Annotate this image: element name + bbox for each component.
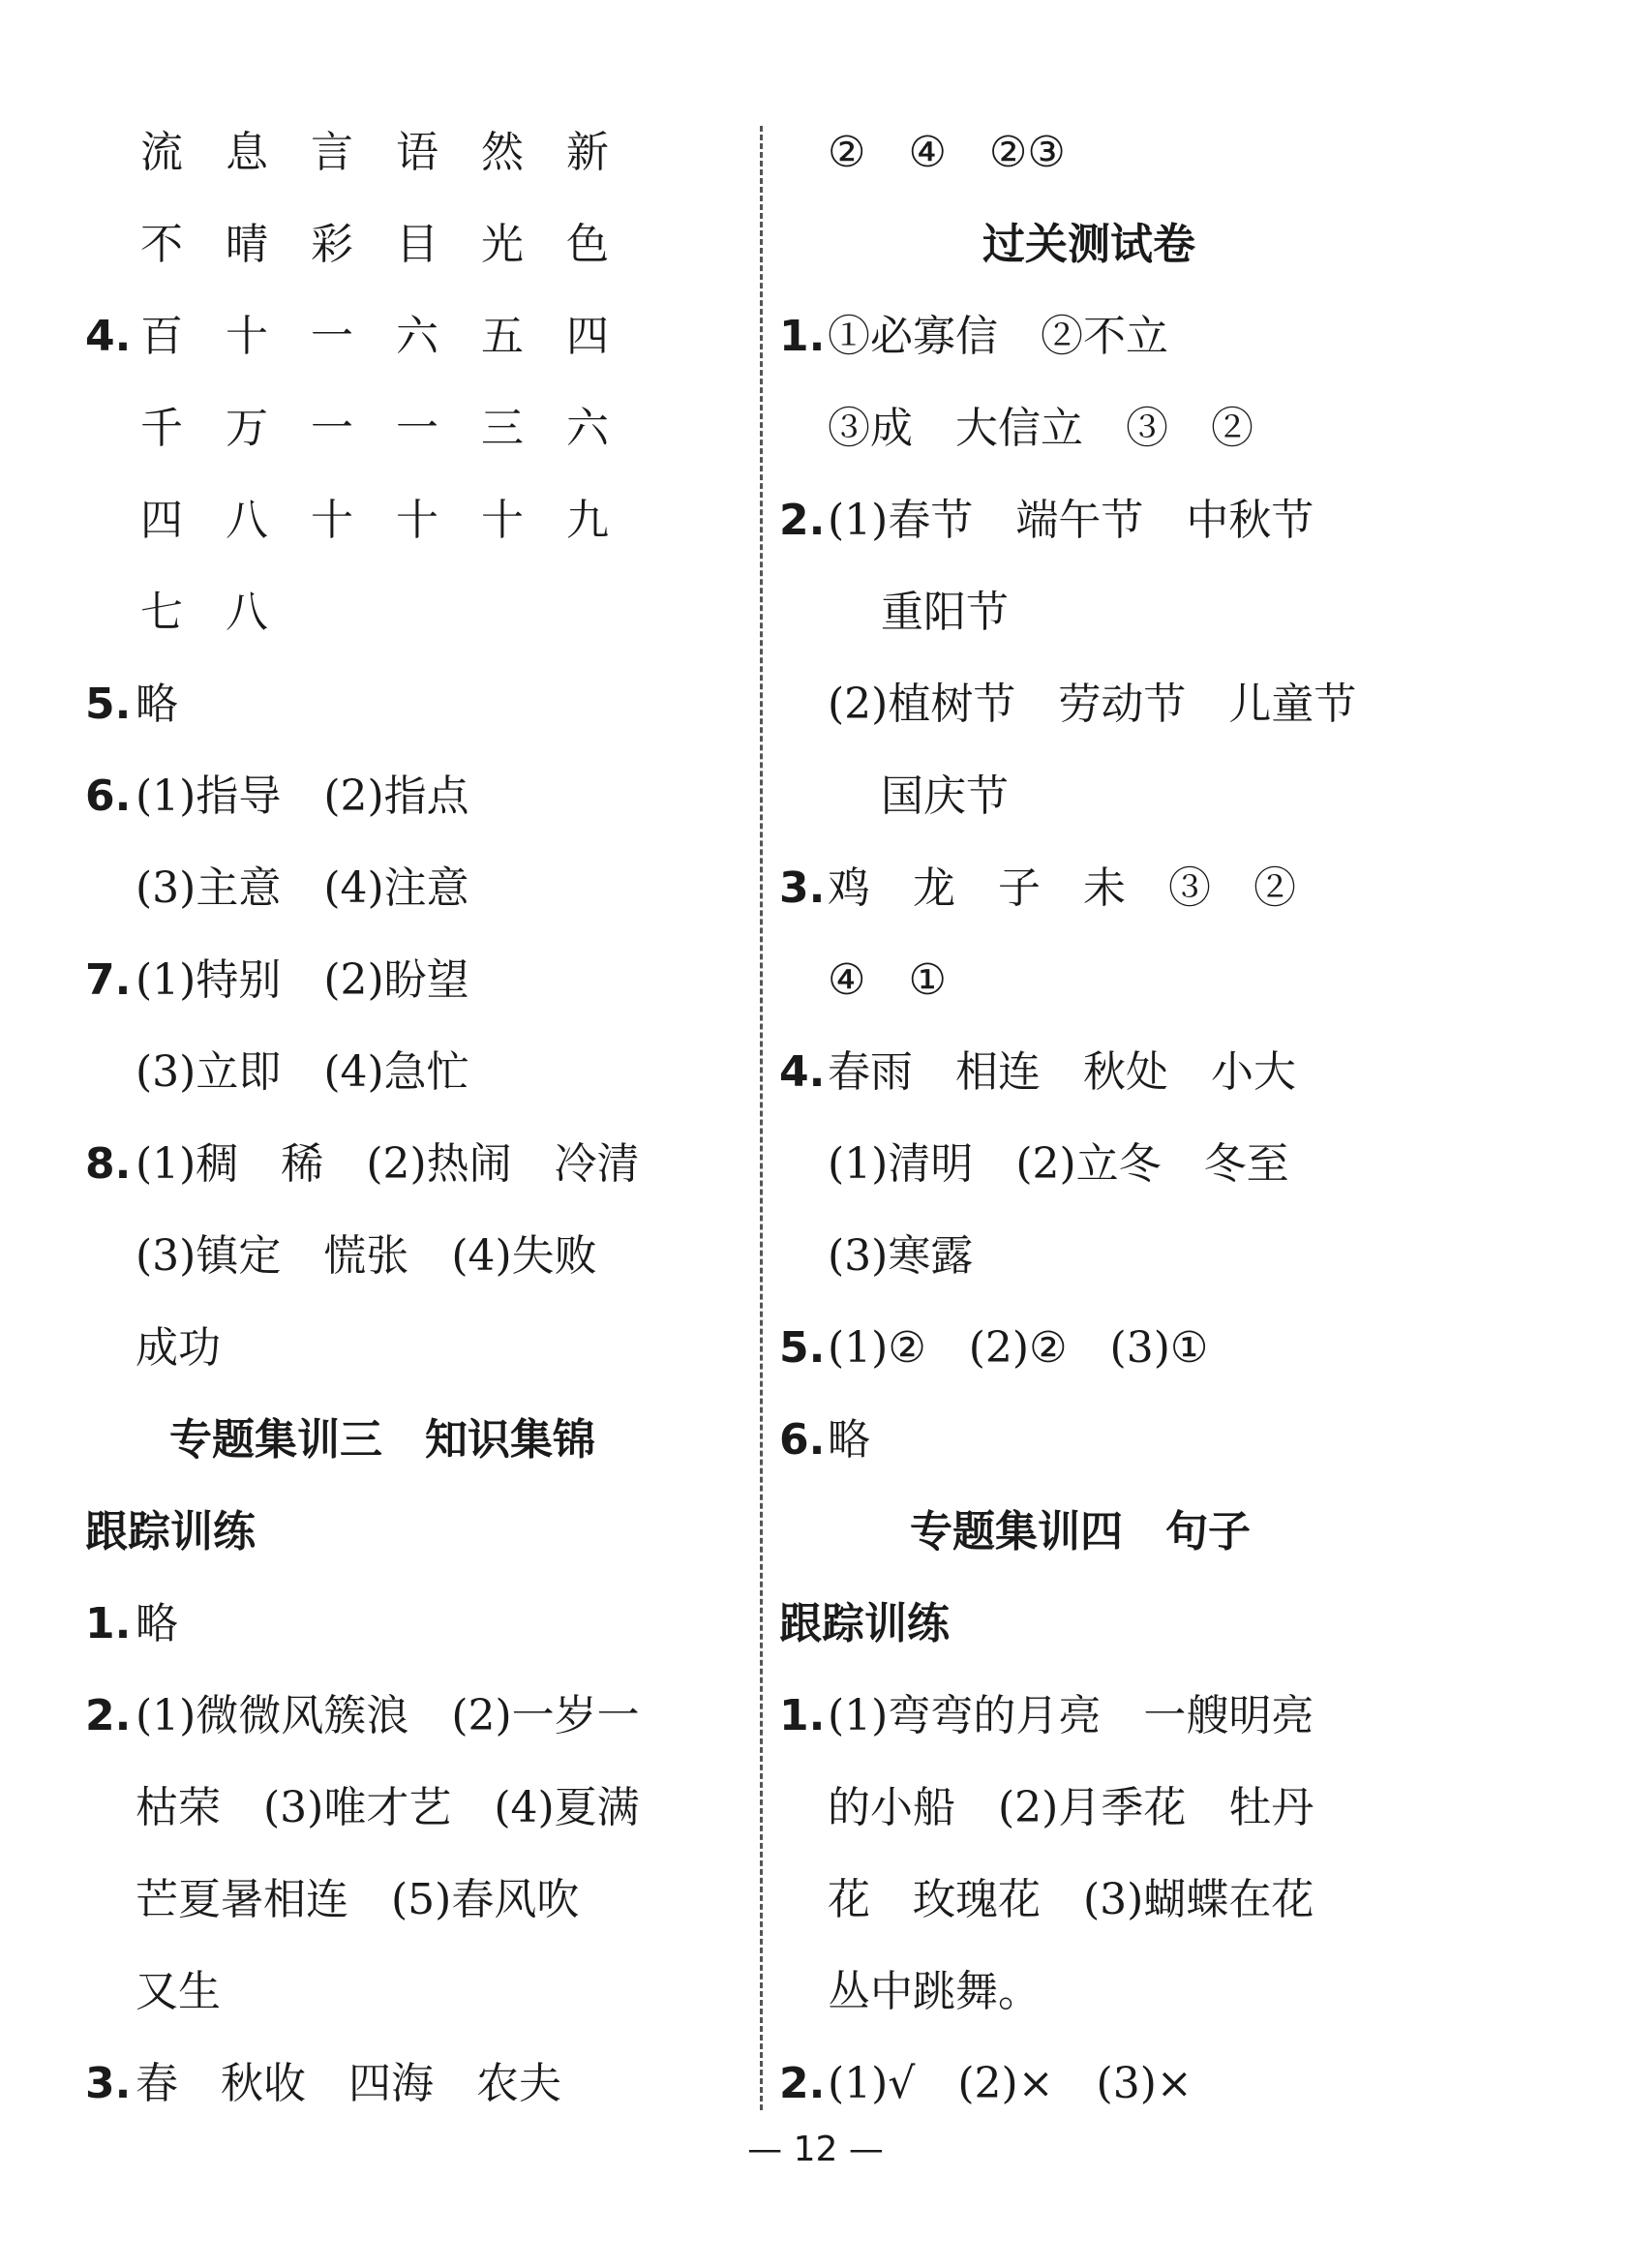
right-line: 略: [828, 1415, 870, 1465]
left-line: (1)特别 (2)盼望: [136, 955, 469, 1005]
question-number: 2.: [779, 496, 826, 545]
right-line: (1)弯弯的月亮 一艘明亮: [828, 1691, 1314, 1740]
right-line: 重阳节: [881, 588, 1009, 637]
left-line: 七 八: [140, 588, 268, 637]
question-number: 3.: [85, 2059, 132, 2108]
right-line: 鸡 龙 子 未 ③ ②: [828, 863, 1296, 913]
section-heading: 专题集训四 句子: [910, 1507, 1251, 1557]
right-line: ③成 大信立 ③ ②: [828, 404, 1253, 453]
left-line: 四 八 十 十 十 九: [140, 496, 609, 545]
section-heading: 过关测试卷: [982, 220, 1195, 269]
left-line: (1)指导 (2)指点: [136, 771, 469, 821]
left-line: (3)主意 (4)注意: [136, 863, 469, 913]
right-line: 花 玫瑰花 (3)蝴蝶在花: [828, 1875, 1314, 1924]
right-line: (1)春节 端午节 中秋节: [828, 496, 1314, 545]
left-line: (1)稠 稀 (2)热闹 冷清: [136, 1139, 640, 1189]
question-number: 2.: [85, 1691, 132, 1740]
left-line: 芒夏暑相连 (5)春风吹: [136, 1875, 580, 1924]
question-number: 8.: [85, 1139, 132, 1189]
column-divider: [760, 126, 763, 2110]
subsection-heading: 跟踪训练: [779, 1599, 950, 1648]
subsection-heading: 跟踪训练: [85, 1507, 256, 1557]
left-line: 流 息 言 语 然 新: [140, 128, 609, 177]
question-number: 3.: [779, 863, 826, 913]
right-line: 的小船 (2)月季花 牡丹: [828, 1783, 1314, 1832]
left-line: 略: [136, 680, 178, 729]
question-number: 1.: [85, 1599, 132, 1648]
page-number: — 12 —: [747, 2130, 884, 2169]
right-line: ①必寡信 ②不立: [828, 312, 1168, 361]
right-line: (1)√ (2)× (3)×: [828, 2059, 1193, 2108]
right-line: (1)清明 (2)立冬 冬至: [828, 1139, 1289, 1189]
right-line: 国庆节: [881, 771, 1009, 821]
right-line: (3)寒露: [828, 1231, 974, 1281]
question-number: 1.: [779, 1691, 826, 1740]
left-line: (3)立即 (4)急忙: [136, 1047, 469, 1097]
right-line: (2)植树节 劳动节 儿童节: [828, 680, 1357, 729]
left-line: 春 秋收 四海 农夫: [136, 2059, 561, 2108]
left-line: 千 万 一 一 三 六: [140, 404, 609, 453]
left-line: 又生: [136, 1967, 221, 2016]
right-line: ④ ①: [828, 955, 947, 1005]
right-line: (1)② (2)② (3)①: [828, 1323, 1209, 1373]
question-number: 6.: [85, 771, 132, 821]
question-number: 6.: [779, 1415, 826, 1465]
question-number: 1.: [779, 312, 826, 361]
left-line: (1)微微风簇浪 (2)一岁一: [136, 1691, 640, 1740]
left-line: (3)镇定 慌张 (4)失败: [136, 1231, 597, 1281]
right-line: ② ④ ②③: [828, 128, 1066, 177]
left-line: 百 十 一 六 五 四: [140, 312, 609, 361]
question-number: 5.: [85, 680, 132, 729]
question-number: 4.: [85, 312, 132, 361]
left-line: 枯荣 (3)唯才艺 (4)夏满: [136, 1783, 640, 1832]
left-line: 不 晴 彩 目 光 色: [140, 220, 609, 269]
right-line: 春雨 相连 秋处 小大: [828, 1047, 1296, 1097]
left-line: 略: [136, 1599, 178, 1648]
question-number: 7.: [85, 955, 132, 1005]
question-number: 2.: [779, 2059, 826, 2108]
left-line: 成功: [136, 1323, 221, 1373]
question-number: 5.: [779, 1323, 826, 1373]
question-number: 4.: [779, 1047, 826, 1097]
section-heading: 专题集训三 知识集锦: [169, 1415, 595, 1465]
right-line: 丛中跳舞。: [828, 1967, 1041, 2016]
